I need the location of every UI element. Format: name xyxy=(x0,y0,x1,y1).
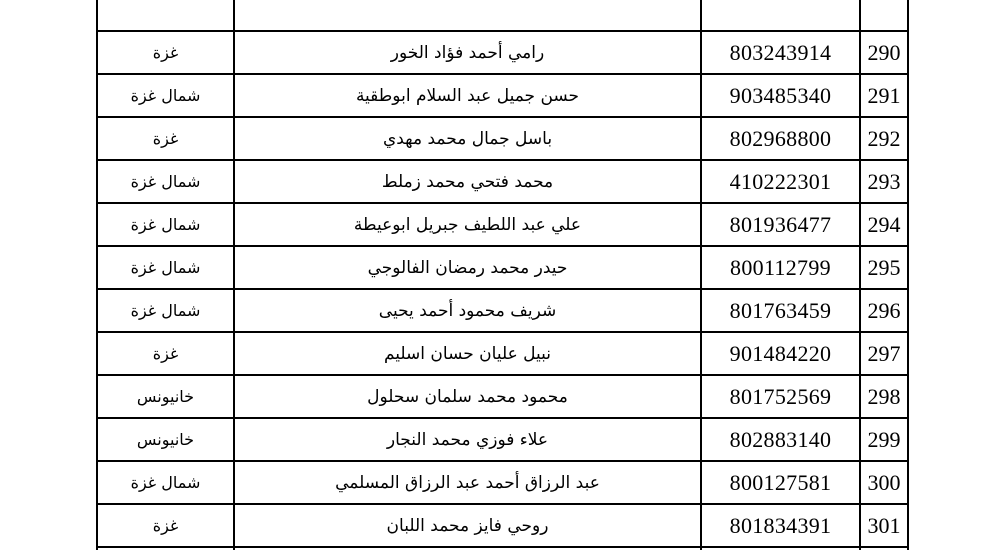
id-number-cell: 410222301 xyxy=(701,160,860,203)
serial-number-cell: 298 xyxy=(860,375,908,418)
names-table xyxy=(96,0,909,550)
id-number-cell: 801834391 xyxy=(701,504,860,547)
id-number-cell: 801752569 xyxy=(701,375,860,418)
region-cell: غزة xyxy=(97,332,234,375)
region-cell: شمال غزة xyxy=(97,160,234,203)
serial-number-cell: 291 xyxy=(860,74,908,117)
region-cell: غزة xyxy=(97,117,234,160)
region-cell: شمال غزة xyxy=(97,246,234,289)
region-cell: شمال غزة xyxy=(97,289,234,332)
serial-number-cell: 297 xyxy=(860,332,908,375)
serial-number-cell: 301 xyxy=(860,504,908,547)
id-number-cell: 801763459 xyxy=(701,289,860,332)
name-cell: باسل جمال محمد مهدي xyxy=(234,117,701,160)
name-cell: نبيل عليان حسان اسليم xyxy=(234,332,701,375)
serial-number-cell: 294 xyxy=(860,203,908,246)
region-cell: غزة xyxy=(97,31,234,74)
region-cell: شمال غزة xyxy=(97,203,234,246)
name-cell: عبد الرزاق أحمد عبد الرزاق المسلمي xyxy=(234,461,701,504)
name-cell: محمد فتحي محمد زملط xyxy=(234,160,701,203)
table-row xyxy=(97,461,908,504)
name-cell: محمود محمد سلمان سحلول xyxy=(234,375,701,418)
table-row xyxy=(97,246,908,289)
name-cell: رامي أحمد فؤاد الخور xyxy=(234,31,701,74)
serial-number-cell: 296 xyxy=(860,289,908,332)
id-number-cell: 802968800 xyxy=(701,117,860,160)
table-row xyxy=(97,0,908,31)
name-cell: علي عبد اللطيف جبريل ابوعيطة xyxy=(234,203,701,246)
region-cell: شمال غزة xyxy=(97,461,234,504)
id-number-cell: 802883140 xyxy=(701,418,860,461)
id-number-cell: 901484220 xyxy=(701,332,860,375)
name-cell: روحي فايز محمد اللبان xyxy=(234,504,701,547)
region-cell: شمال غزة xyxy=(97,74,234,117)
region-cell: خانيونس xyxy=(97,418,234,461)
name-cell: حيدر محمد رمضان الفالوجي xyxy=(234,246,701,289)
region-cell: غزة xyxy=(97,504,234,547)
table-row xyxy=(97,31,908,74)
id-number-cell: 801936477 xyxy=(701,203,860,246)
name-cell: علاء فوزي محمد النجار xyxy=(234,418,701,461)
region-cell xyxy=(97,0,234,31)
id-number-cell: 800112799 xyxy=(701,246,860,289)
table-row xyxy=(97,203,908,246)
table-row xyxy=(97,375,908,418)
name-cell: حسن جميل عبد السلام ابوطقية xyxy=(234,74,701,117)
table-row xyxy=(97,117,908,160)
serial-number-cell: 290 xyxy=(860,31,908,74)
table-row xyxy=(97,332,908,375)
serial-number-cell xyxy=(860,0,908,31)
id-number-cell: 800127581 xyxy=(701,461,860,504)
serial-number-cell: 293 xyxy=(860,160,908,203)
serial-number-cell: 295 xyxy=(860,246,908,289)
table-row xyxy=(97,504,908,547)
table-row xyxy=(97,289,908,332)
name-cell xyxy=(234,0,701,31)
serial-number-cell: 299 xyxy=(860,418,908,461)
region-cell: خانيونس xyxy=(97,375,234,418)
table-row xyxy=(97,418,908,461)
table-row xyxy=(97,160,908,203)
id-number-cell xyxy=(701,0,860,31)
serial-number-cell: 300 xyxy=(860,461,908,504)
id-number-cell: 803243914 xyxy=(701,31,860,74)
id-number-cell: 903485340 xyxy=(701,74,860,117)
name-cell: شريف محمود أحمد يحيى xyxy=(234,289,701,332)
serial-number-cell: 292 xyxy=(860,117,908,160)
table-row xyxy=(97,74,908,117)
